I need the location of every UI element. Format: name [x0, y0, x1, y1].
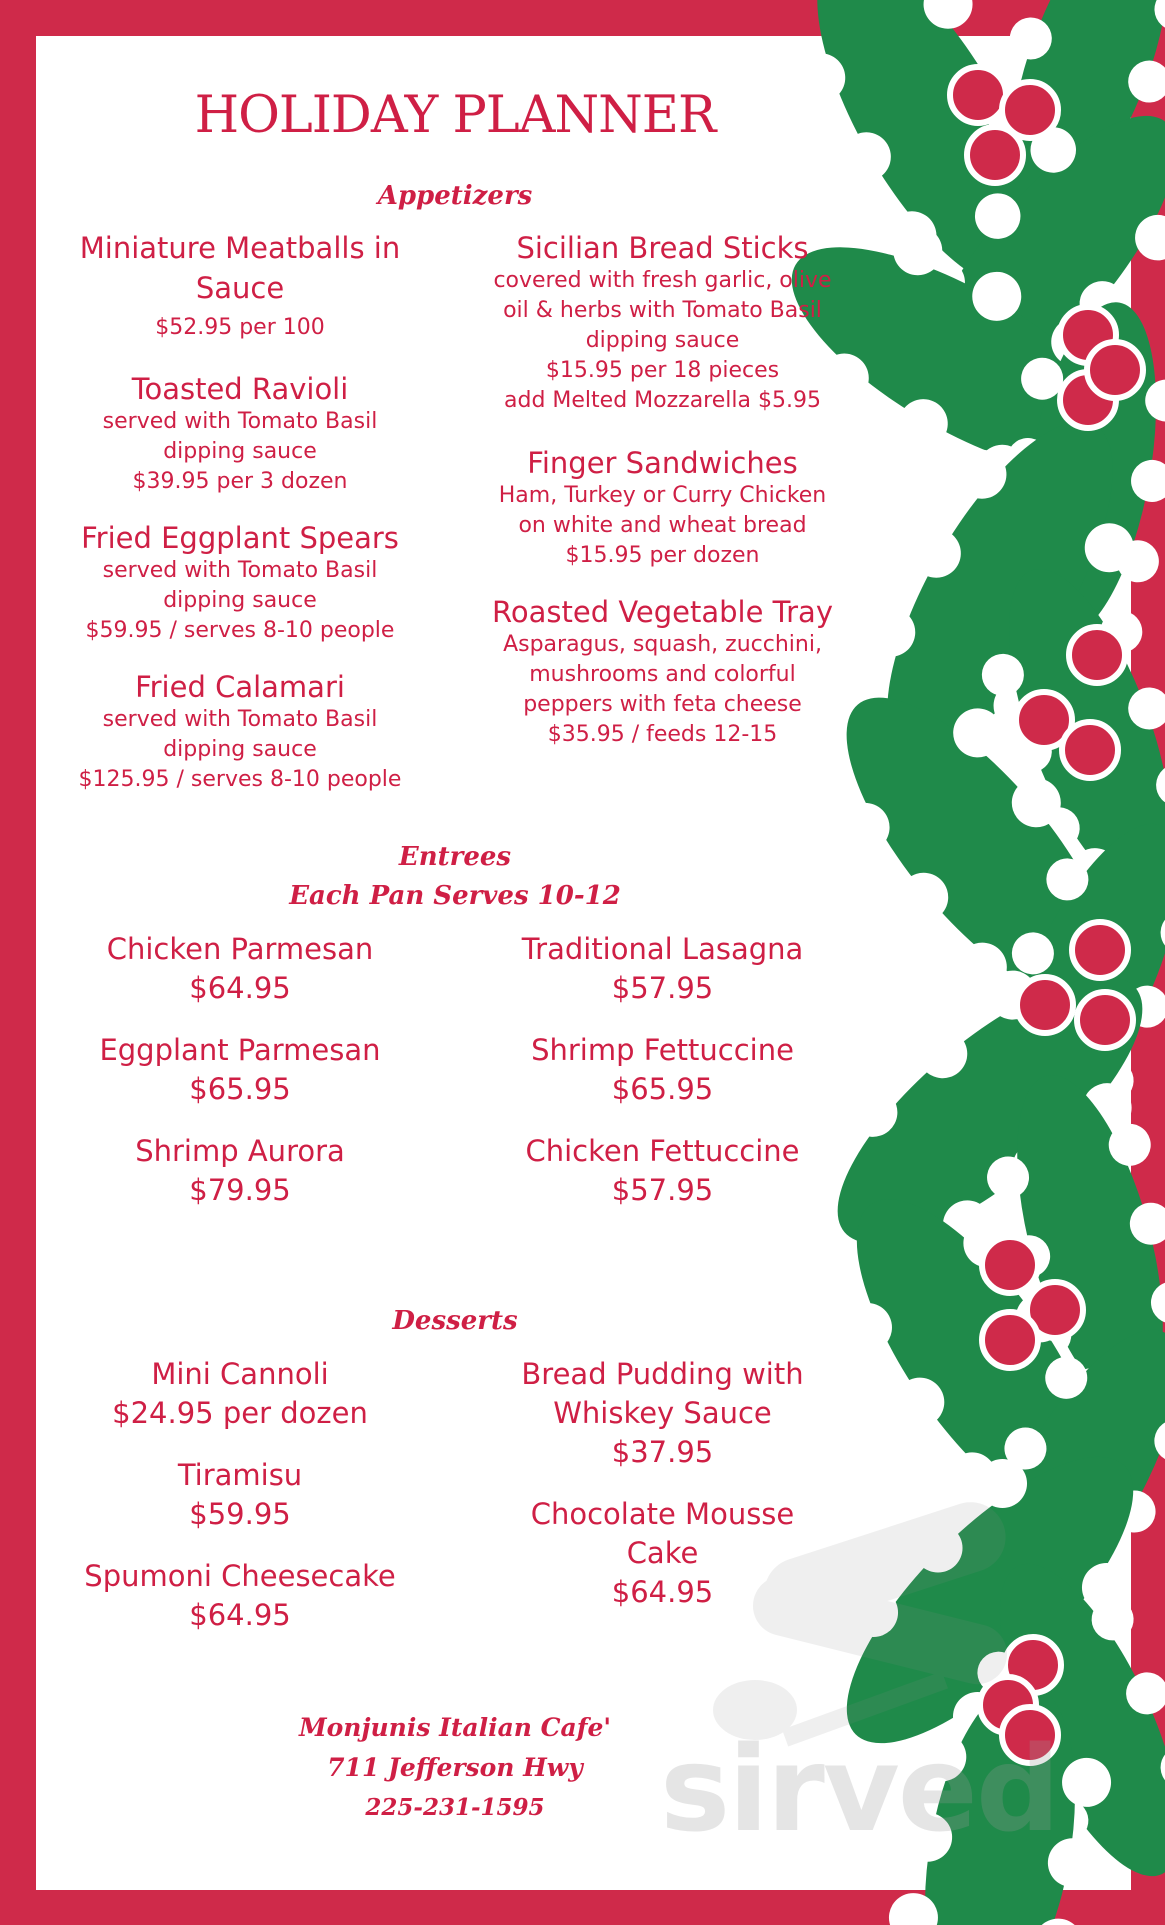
holly-berry	[982, 1312, 1038, 1368]
dessert-name: Whiskey Sauce	[553, 1396, 772, 1430]
entree-name: Shrimp Fettuccine	[531, 1033, 794, 1067]
restaurant-name: Monjunis Italian Cafe'	[298, 1713, 612, 1742]
entree-price: $57.95	[611, 971, 714, 1005]
dessert-price: $59.95	[189, 1497, 291, 1531]
holly-berry	[1069, 627, 1125, 683]
dessert-price: $24.95 per dozen	[112, 1396, 368, 1430]
appetizer-desc: dipping sauce	[585, 328, 740, 353]
entree-price: $79.95	[189, 1173, 291, 1207]
appetizer-desc: $39.95 per 3 dozen	[132, 469, 348, 494]
entrees-subheading: Each Pan Serves 10-12	[289, 881, 621, 911]
dessert-name: Chocolate Mousse	[530, 1497, 795, 1531]
holly-berry	[950, 67, 1006, 123]
entree-price: $65.95	[611, 1072, 714, 1106]
entree-name: Chicken Fettuccine	[525, 1134, 800, 1168]
appetizer-desc: served with Tomato Basil	[102, 707, 378, 732]
appetizer-desc: peppers with feta cheese	[523, 692, 802, 717]
restaurant-address: 711 Jefferson Hwy	[327, 1753, 583, 1782]
appetizer-desc: $15.95 per dozen	[565, 543, 760, 568]
appetizer-desc: covered with fresh garlic, olive	[493, 268, 832, 293]
entree-price: $65.95	[189, 1072, 291, 1106]
entree-name: Eggplant Parmesan	[99, 1033, 381, 1067]
holly-berry	[1072, 922, 1128, 978]
holly-berry	[967, 127, 1023, 183]
appetizer-desc: dipping sauce	[163, 737, 317, 762]
dessert-name: Spumoni Cheesecake	[84, 1559, 396, 1593]
holly-berry	[1017, 977, 1073, 1033]
holly-berry	[1087, 342, 1143, 398]
entree-name: Shrimp Aurora	[135, 1134, 345, 1168]
appetizer-name: Fried Calamari	[135, 670, 345, 704]
holly-berry	[1062, 722, 1118, 778]
appetizer-desc: Asparagus, squash, zucchini,	[503, 632, 822, 657]
dessert-price: $64.95	[611, 1575, 714, 1609]
appetizer-desc: add Melted Mozzarella $5.95	[504, 388, 821, 413]
entree-price: $57.95	[611, 1173, 714, 1207]
appetizers-heading: Appetizers	[377, 181, 533, 211]
appetizer-name: Fried Eggplant Spears	[81, 521, 399, 555]
holly-berry	[1077, 992, 1133, 1048]
dessert-name: Mini Cannoli	[151, 1357, 329, 1391]
dessert-name: Bread Pudding with	[521, 1357, 804, 1391]
appetizer-desc: $15.95 per 18 pieces	[545, 358, 780, 383]
appetizer-desc: mushrooms and colorful	[529, 662, 796, 687]
appetizer-desc: $52.95 per 100	[155, 315, 325, 340]
dessert-price: $37.95	[611, 1435, 714, 1469]
appetizer-desc: served with Tomato Basil	[102, 558, 378, 583]
entrees-heading: Entrees	[398, 842, 512, 872]
appetizer-desc: Ham, Turkey or Curry Chicken	[498, 483, 827, 508]
dessert-name: Tiramisu	[177, 1458, 303, 1492]
desserts-heading: Desserts	[392, 1306, 518, 1336]
sirved-watermark: sirved	[660, 1720, 1059, 1858]
appetizer-desc: oil & herbs with Tomato Basil	[503, 298, 822, 323]
appetizer-name: Finger Sandwiches	[527, 446, 798, 480]
dessert-price: $64.95	[189, 1598, 291, 1632]
entree-name: Traditional Lasagna	[521, 932, 804, 966]
appetizer-desc: on white and wheat bread	[518, 513, 807, 538]
entree-name: Chicken Parmesan	[106, 932, 374, 966]
appetizer-desc: $125.95 / serves 8-10 people	[78, 767, 402, 792]
restaurant-phone: 225-231-1595	[365, 1794, 545, 1821]
appetizer-name: Sicilian Bread Sticks	[516, 231, 809, 265]
entree-price: $64.95	[189, 971, 291, 1005]
appetizer-desc: served with Tomato Basil	[102, 409, 378, 434]
holly-berry	[982, 1237, 1038, 1293]
appetizer-desc: $59.95 / serves 8-10 people	[85, 618, 395, 643]
page-title: HOLIDAY PLANNER	[194, 86, 716, 145]
dessert-name: Cake	[626, 1536, 699, 1570]
appetizer-desc: dipping sauce	[163, 439, 317, 464]
appetizer-name: Roasted Vegetable Tray	[492, 595, 833, 629]
appetizer-name: Toasted Ravioli	[131, 372, 349, 406]
appetizer-desc: $35.95 / feeds 12-15	[547, 722, 778, 747]
appetizer-name: Miniature Meatballs in Sauce	[79, 231, 401, 305]
appetizer-desc: dipping sauce	[163, 588, 317, 613]
